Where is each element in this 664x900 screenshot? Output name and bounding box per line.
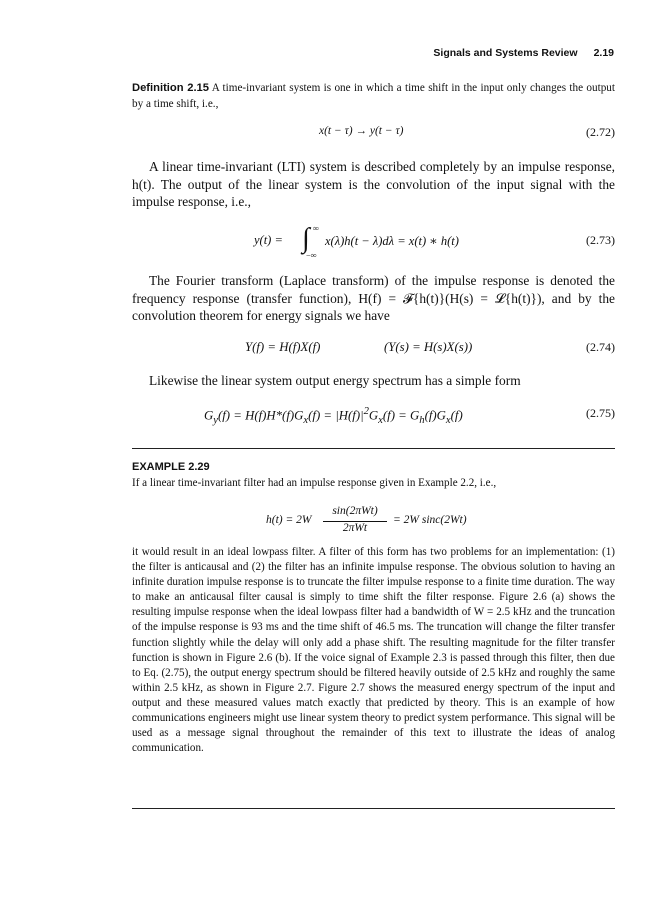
definition-2-15 [132,80,615,112]
example-equation-numerator: sin(2πWt) [332,505,378,517]
example-body: it would result in an ideal lowpass filter. A filter of this form has two problems for an implementation: (1) the filter is anticausal and (2) the filter has an infinite impulse response. The obvious solution to having an infinite duration impulse response is to truncate the filter impulse response to a finite time duration. The way to make an anticausal filter causal is simply to time shift the filter response. Figure 2.6 (a) shows the resulting impulse response when the ideal lowpass filter had a bandwidth of W = 2.5 kHz and the truncation of the impulse response is 93 ms and the time shift of 46.5 ms. The truncation will change the filter transfer function slightly while the delay will only add a phase shift. The resulting magnitude for the filter transfer function is shown in Figure 2.6 (b). If the voice signal of Example 2.3 is passed through this filter, then due to Eq. (2.75), the output energy spectrum should be filtered heavily outside of 2.5 kHz and roughly the same within 2.5 kHz, as shown in Figure 2.7. Figure 2.7 shows the measured energy spectrum of the input and output and these measured values match exactly that predicted by theory. This is an example of how communications engineers might use linear system theory to predict system performance. This signal will be used as a message signal throughout the remainder of this text to illustrate the ideas of analog communication. [132,546,615,755]
equation-2-73-rhs: x(λ)h(t − λ)dλ = x(t) ∗ h(t) [325,234,459,248]
page-number: 2.19 [593,47,614,59]
definition-label: Definition 2.15 [132,82,210,94]
equation-2-75 [132,406,615,428]
definition-text: A time-invariant system is one in which a time shift in the input only changes the output by a time shift, i.e., [132,82,615,110]
equation-2-75-body: $G_y(f) = H(f)H*(f)G_x(f) = |H(f)|^2G_x(f) = G_h(f)G_x(f)$ [204,406,463,426]
running-header [433,47,614,59]
paragraph-fourier: The Fourier transform (Laplace transform) of the impulse response is denoted the frequency response (transfer function), H(f) = 𝓕{h(t)}(H(s) = 𝓛{h(t)}), and by the convolution theorem for energy signals we have [132,273,615,324]
integral-upper-limit: ∞ [313,223,320,233]
example-equation [132,505,615,539]
example-equation-denominator: 2πWt [342,522,368,534]
integral-lower-limit: −∞ [306,250,317,260]
header-title: Signals and Systems Review [433,47,578,59]
equation-2-74-right: (Y(s) = H(s)X(s)) [384,340,473,354]
paragraph-lti: A linear time-invariant (LTI) system is described completely by an impulse response, h(t). The output of the linear system is the convolution of the input signal with the impulse response, i.e., [132,159,615,210]
equation-2-74 [132,340,615,362]
equation-2-75-number: (2.75) [586,406,615,420]
example-intro: If a linear time-invariant filter had an impulse response given in Example 2.2, i.e., [132,477,497,489]
equation-2-72 [132,125,615,147]
example-top-rule [132,448,615,449]
example-equation-lhs: h(t) = 2W [266,514,312,526]
equation-2-74-number: (2.74) [586,340,615,354]
example-title: EXAMPLE 2.29 [132,461,210,473]
integral-sign: ∫ [302,223,310,254]
equation-2-74-left: Y(f) = H(f)X(f) [245,340,321,354]
paragraph-likewise: Likewise the linear system output energy spectrum has a simple form [149,373,521,388]
equation-2-73 [132,225,615,265]
equation-2-72-number: (2.72) [586,125,615,139]
example-equation-rhs: = 2W sinc(2Wt) [393,514,467,526]
equation-2-72-body: x(t − τ) → y(t − τ) [319,125,404,137]
equation-2-73-number: (2.73) [586,233,615,247]
example-bottom-rule [132,808,615,809]
equation-2-73-lhs: y(t) = [254,233,283,247]
